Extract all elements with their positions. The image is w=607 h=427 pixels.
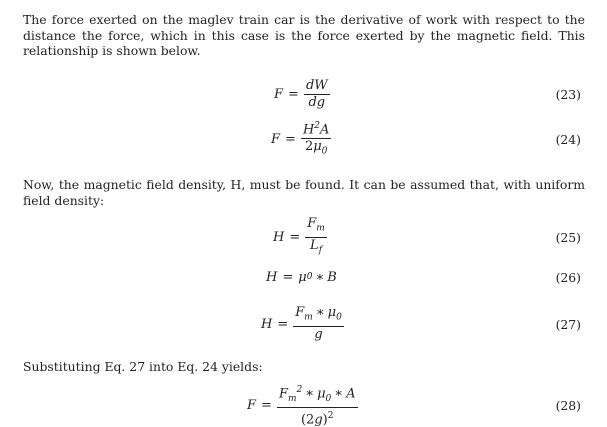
- eq23-fraction: [304, 79, 330, 110]
- eq24-num-base: H: [302, 122, 315, 138]
- eq24-den-sub: 0: [321, 146, 328, 157]
- equation-number-24: (24): [555, 131, 581, 147]
- eq25-lhs: H: [273, 229, 285, 245]
- eq27-lhs: H: [261, 316, 273, 332]
- equation-25: [0, 215, 607, 256]
- eq23-numerator: dW: [305, 77, 328, 93]
- eq24-rel: =: [285, 131, 296, 147]
- eq28-op1: ∗: [305, 386, 315, 402]
- eq26-lhs: H: [266, 269, 278, 285]
- eq28-den-var: g: [314, 412, 323, 427]
- eq28-denominator: [299, 408, 335, 427]
- equation-27-body: [261, 307, 344, 341]
- eq23-denominator: dg: [308, 94, 326, 110]
- eq28-fraction: [277, 383, 358, 427]
- eq26-term1-sub: 0: [306, 272, 313, 282]
- eq27-num-sym: μ: [327, 305, 337, 321]
- equation-26-body: [266, 260, 337, 294]
- eq28-num-sym: μ: [317, 386, 326, 402]
- equation-24-body: [271, 122, 331, 156]
- eq24-lhs: F: [271, 131, 281, 147]
- equation-26: [0, 260, 607, 294]
- equation-27: [0, 307, 607, 341]
- eq28-num-base: F: [278, 386, 288, 402]
- eq26-term1: μ: [298, 269, 307, 285]
- eq25-den-sub: f: [318, 245, 323, 256]
- equation-number-25: (25): [555, 229, 581, 245]
- eq28-den-open: (2: [300, 412, 315, 427]
- eq27-rel: =: [277, 316, 289, 332]
- eq27-num-sub: m: [304, 312, 313, 323]
- eq23-lhs: F: [274, 86, 284, 102]
- eq26-term2: B: [327, 269, 337, 285]
- paragraph-substitution: Substituting Eq. 27 into Eq. 24 yields:: [23, 359, 263, 374]
- eq24-denominator: [303, 139, 329, 159]
- eq27-fraction: [293, 306, 344, 342]
- equation-number-23: (23): [555, 86, 581, 102]
- eq28-num-tail: A: [346, 386, 356, 402]
- eq28-den-close: ): [322, 412, 328, 427]
- equation-number-28: (28): [555, 397, 581, 413]
- eq25-rel: =: [289, 229, 301, 245]
- eq26-rel: =: [282, 269, 294, 285]
- eq24-den-sym: μ: [313, 139, 322, 155]
- equation-23: [0, 77, 607, 111]
- eq25-fraction: [305, 217, 327, 257]
- eq28-num-exp: 2: [296, 384, 303, 395]
- paragraph-field-density: Now, the magnetic field density, H, must be found. It can be assumed that, with uniform field density:: [23, 177, 585, 208]
- eq25-denominator: [308, 238, 324, 258]
- equation-number-27: (27): [555, 316, 581, 332]
- eq28-den-exp: 2: [327, 410, 334, 421]
- eq25-numerator: [305, 217, 327, 238]
- eq28-rel: =: [261, 397, 272, 413]
- eq28-op2: ∗: [334, 386, 344, 402]
- eq25-den-base: L: [310, 237, 319, 253]
- eq27-numerator: [293, 306, 344, 327]
- equation-24: [0, 122, 607, 156]
- equation-28-body: [247, 384, 358, 427]
- eq27-op: ∗: [315, 305, 325, 321]
- eq27-num-sym-sub: 0: [336, 312, 342, 323]
- eq24-num-exp: 2: [314, 121, 321, 132]
- eq27-denominator: g: [314, 326, 323, 342]
- eq24-numerator: [301, 119, 331, 139]
- eq25-num-sub: m: [316, 223, 325, 234]
- eq25-num-base: F: [307, 215, 317, 231]
- eq28-numerator: [277, 383, 358, 408]
- eq27-num-base: F: [295, 305, 305, 321]
- equation-number-26: (26): [555, 269, 581, 285]
- eq26-op: ∗: [315, 269, 325, 285]
- equation-28: [0, 384, 607, 427]
- eq28-num-sub: m: [287, 393, 297, 404]
- eq23-rel: =: [288, 86, 299, 102]
- equation-23-body: [274, 77, 330, 111]
- equation-25-body: [273, 215, 327, 256]
- eq24-num-tail: A: [320, 122, 330, 138]
- eq24-den-coef: 2: [304, 139, 314, 155]
- paragraph-intro: The force exerted on the maglev train car is the derivative of work with respect to the distance the force, which in this case is the force exerted by the magnetic field. This relationship is shown below.: [23, 12, 585, 58]
- eq28-lhs: F: [247, 397, 257, 413]
- eq24-fraction: [301, 119, 331, 159]
- eq28-num-sym-sub: 0: [325, 393, 332, 404]
